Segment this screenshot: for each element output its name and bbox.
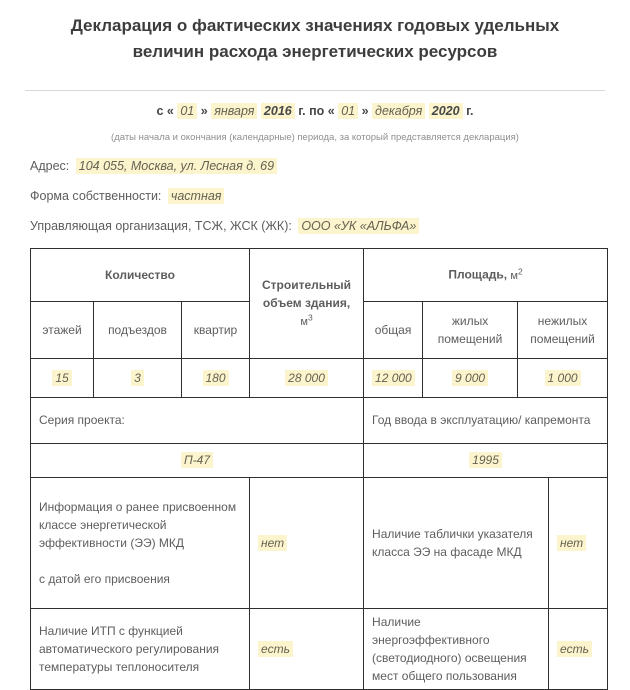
area-total-value-cell (364, 358, 423, 397)
quantity-header-cell: Количество (31, 248, 250, 301)
area-header-label: Площадь, (448, 267, 508, 282)
energy-class-label-line1: Информация о ранее присвоенном классе энергетической эффективности (ЭЭ) МКД (39, 499, 237, 550)
area-residential-header-cell: жилых помещений (423, 301, 518, 358)
area-header-cell (364, 248, 608, 301)
itp-value-field[interactable]: есть (258, 641, 293, 657)
floors-value-cell (31, 358, 94, 397)
period-quote-close-2: » (361, 103, 369, 118)
itp-value-cell (250, 608, 364, 689)
period-line (0, 104, 630, 118)
energy-class-label-cell (31, 477, 250, 608)
area-unit: $м^2$ (510, 266, 523, 282)
volume-unit: $м^3$ (300, 312, 313, 329)
floors-header-cell: этажей (31, 301, 94, 358)
entrances-header-cell: подъездов (94, 301, 182, 358)
management-label: Управляющая организация, ТСЖ, ЖСК (ЖК): (30, 218, 292, 233)
project-year-values-row (31, 443, 608, 477)
area-nonresidential-value-field[interactable]: 1 000 (545, 370, 581, 386)
project-year-labels-row (31, 397, 608, 443)
project-series-label-cell: Серия проекта: (31, 397, 364, 443)
commissioning-year-label-cell: Год ввода в эксплуатацию/ капремонта (364, 397, 608, 443)
area-nonresidential-header-cell: нежилых помещений (518, 301, 608, 358)
address-value-field[interactable]: 104 055, Москва, ул. Лесная д. 69 (76, 158, 277, 174)
management-row (30, 218, 605, 235)
table-header-row-1 (31, 248, 608, 301)
fields-block (30, 158, 605, 235)
ownership-row (30, 188, 605, 205)
led-lighting-value-field[interactable]: есть (557, 641, 592, 657)
period-prefix: с « (156, 103, 174, 118)
period-caption: (даты начала и окончания (календарные) периода, за который представляется декларация) (111, 131, 519, 143)
period-end-month-field[interactable]: декабря (372, 103, 425, 119)
area-total-value-field[interactable]: 12 000 (372, 370, 415, 386)
period-end-year-field[interactable]: 2020 (429, 103, 463, 119)
declaration-document (0, 13, 630, 690)
building-info-table (30, 248, 608, 690)
volume-value-field[interactable]: 28 000 (285, 370, 328, 386)
itp-label-cell: Наличие ИТП с функцией автоматического регулирования температуры теплоносителя (31, 608, 250, 689)
period-start-month-field[interactable]: января (211, 103, 257, 119)
area-residential-value-cell (423, 358, 518, 397)
entrances-value-cell (94, 358, 182, 397)
volume-header-cell (250, 248, 364, 358)
project-series-value-cell (31, 443, 364, 477)
facade-plate-value-field[interactable]: нет (557, 535, 586, 551)
address-label: Адрес: (30, 158, 70, 173)
ownership-label: Форма собственности: (30, 188, 162, 203)
volume-header-label: Строительный объем здания, (262, 277, 352, 310)
period-quote-close-1: » (200, 103, 208, 118)
table-values-row (31, 358, 608, 397)
commissioning-year-value-field[interactable]: 1995 (469, 452, 502, 468)
energy-class-label-line2: с датой его присвоения (39, 571, 170, 586)
title-divider (25, 90, 605, 91)
period-start-day-field[interactable]: 01 (177, 103, 197, 119)
period-end-day-field[interactable]: 01 (338, 103, 358, 119)
ownership-value-field[interactable]: частная (168, 188, 225, 204)
period-middle: г. по « (298, 103, 335, 118)
apartments-value-field[interactable]: 180 (203, 370, 229, 386)
apartments-header-cell: квартир (182, 301, 250, 358)
led-lighting-label-cell: Наличие энергоэффективного (светодиодного) освещения мест общего пользования (364, 608, 549, 689)
apartments-value-cell (182, 358, 250, 397)
facade-plate-label-cell: Наличие таблички указателя класса ЭЭ на фасаде МКД (364, 477, 549, 608)
period-suffix: г. (466, 103, 474, 118)
area-residential-value-field[interactable]: 9 000 (452, 370, 488, 386)
area-nonresidential-value-cell (518, 358, 608, 397)
itp-lighting-row (31, 608, 608, 689)
page-title: Декларация о фактических значениях годовых удельных величин расхода энергетических ресурсов (70, 16, 560, 62)
facade-plate-value-cell (549, 477, 608, 608)
period-start-year-field[interactable]: 2016 (261, 103, 295, 119)
area-total-header-cell: общая (364, 301, 423, 358)
led-lighting-value-cell (549, 608, 608, 689)
floors-value-field[interactable]: 15 (52, 370, 71, 386)
commissioning-year-value-cell (364, 443, 608, 477)
volume-value-cell (250, 358, 364, 397)
address-row (30, 158, 605, 175)
energy-class-value-field[interactable]: нет (258, 535, 287, 551)
entrances-value-field[interactable]: 3 (131, 370, 144, 386)
energy-class-row (31, 477, 608, 608)
project-series-value-field[interactable]: П-47 (181, 452, 213, 468)
energy-class-value-cell (250, 477, 364, 608)
management-value-field[interactable]: ООО «УК «АЛЬФА» (298, 218, 419, 234)
